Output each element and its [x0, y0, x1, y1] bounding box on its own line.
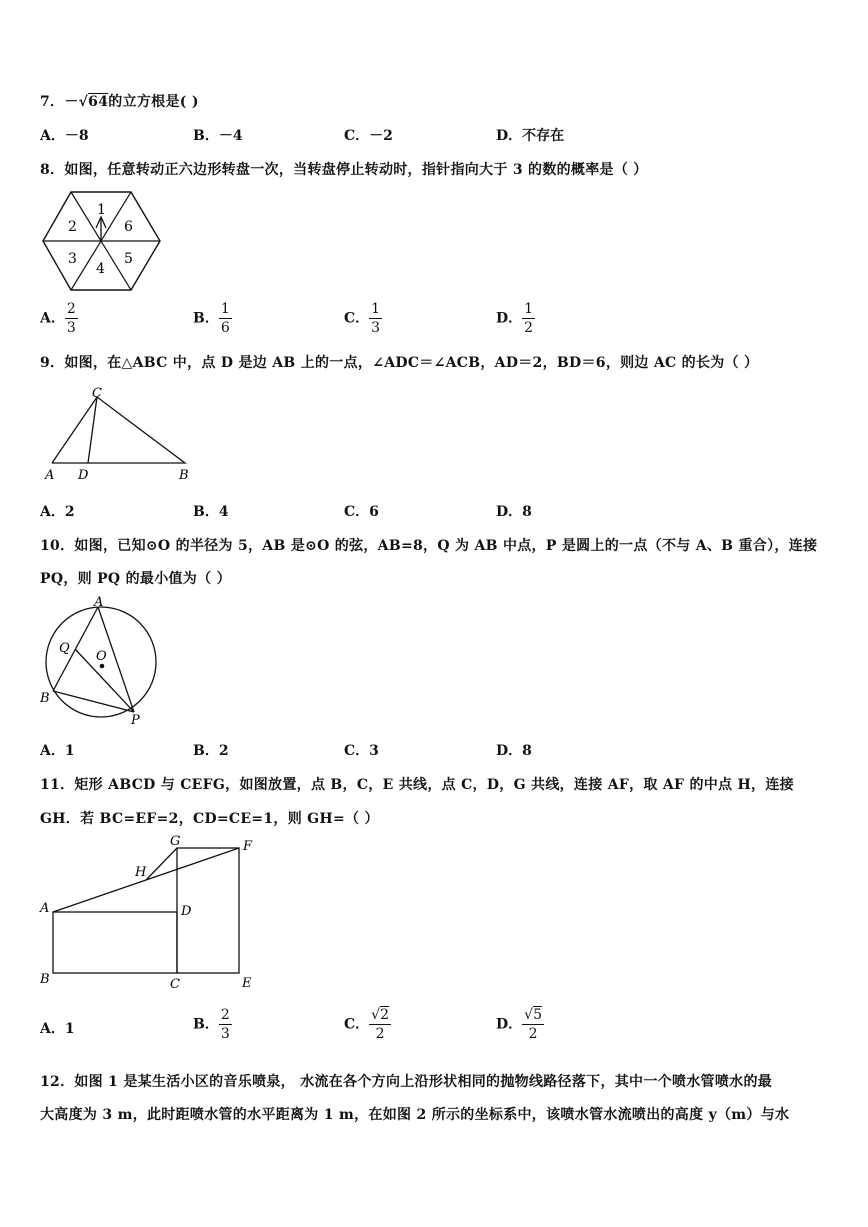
- question-10-stem-line2: PQ，则 PQ 的最小值为（ ）: [40, 571, 231, 587]
- point-label-o: O: [96, 649, 107, 664]
- option-a[interactable]: A．1: [40, 1021, 75, 1037]
- point-label-d: D: [181, 904, 192, 919]
- question-7-stem: [40, 91, 199, 111]
- hex-label: 4: [96, 261, 105, 277]
- option-c[interactable]: C．－2: [344, 128, 393, 144]
- point-label-c: C: [170, 977, 180, 992]
- hexagon-spinner-figure: [40, 186, 166, 296]
- option-d[interactable]: D．不存在: [496, 128, 565, 144]
- option-d[interactable]: D． $\frac{1}{2}$: [496, 301, 534, 336]
- point-label-d: D: [78, 468, 89, 483]
- option-d[interactable]: D．8: [496, 743, 532, 759]
- question-11-stem-line1: 11．矩形 ABCD 与 CEFG，如图放置，点 B，C，E 共线，点 C，D，G 共线，连接 AF，取 AF 的中点 H，连接: [40, 777, 794, 793]
- option-a[interactable]: A． $\frac{2}{3}$: [40, 301, 76, 336]
- point-label-a: A: [94, 595, 104, 610]
- option-d[interactable]: D． $\frac{√5}{2}$: [496, 1007, 542, 1042]
- point-label-f: F: [243, 839, 253, 854]
- point-label-q: Q: [59, 641, 70, 656]
- option-a[interactable]: A．1: [40, 743, 75, 759]
- option-b[interactable]: B． $\frac{2}{3}$: [193, 1007, 230, 1042]
- question-8-stem: 8．如图，任意转动正六边形转盘一次，当转盘停止转动时，指针指向大于 3 的数的概率是（ ）: [40, 162, 648, 178]
- point-label-b: B: [40, 691, 50, 706]
- option-d[interactable]: D．8: [496, 504, 532, 520]
- point-label-a: A: [45, 468, 55, 483]
- point-label-b: B: [40, 972, 50, 987]
- question-12-stem-line1: 12．如图 1 是某生活小区的音乐喷泉， 水流在各个方向上沿形状相同的抛物线路径落下，其中一个喷水管喷水的最: [40, 1074, 773, 1090]
- rectangles-figure: [36, 830, 264, 994]
- point-label-a: A: [40, 901, 50, 916]
- question-12-stem-line2: 大高度为 3 m，此时距喷水管的水平距离为 1 m，在如图 2 所示的坐标系中，该喷水管水流喷出的高度 y（m）与水: [40, 1107, 790, 1123]
- question-text: 的立方根是( ): [108, 94, 199, 110]
- option-a[interactable]: A．2: [40, 504, 75, 520]
- point-label-g: G: [170, 834, 181, 849]
- sqrt-symbol-icon: √: [524, 1007, 534, 1023]
- option-b[interactable]: B．－4: [193, 128, 243, 144]
- option-c[interactable]: C． $\frac{√2}{2}$: [344, 1007, 389, 1042]
- point-label-b: B: [179, 468, 189, 483]
- hex-label: 1: [97, 202, 106, 218]
- point-label-c: C: [92, 386, 102, 401]
- radicand: 64: [88, 94, 109, 110]
- option-b[interactable]: B．2: [193, 743, 229, 759]
- circle-o-figure: [36, 594, 166, 728]
- sqrt-symbol-icon: √: [371, 1007, 381, 1023]
- hex-label: 2: [68, 219, 77, 235]
- option-b[interactable]: B．4: [193, 504, 229, 520]
- option-b[interactable]: B． $\frac{1}{6}$: [193, 301, 230, 336]
- triangle-abc-figure: [40, 385, 200, 485]
- option-c[interactable]: C．6: [344, 504, 379, 520]
- point-label-e: E: [242, 976, 252, 991]
- option-a[interactable]: A．－8: [40, 128, 89, 144]
- hex-label: 6: [124, 219, 133, 235]
- question-10-stem-line1: 10．如图，已知⊙O 的半径为 5，AB 是⊙O 的弦，AB=8，Q 为 AB 中点，P 是圆上的一点（不与 A、B 重合），连接: [40, 538, 818, 554]
- point-label-p: P: [131, 713, 140, 728]
- option-c[interactable]: C．3: [344, 743, 379, 759]
- sqrt-symbol-icon: √: [78, 94, 89, 110]
- option-c[interactable]: C． $\frac{1}{3}$: [344, 301, 381, 336]
- minus-sign: －: [64, 94, 79, 110]
- point-label-h: H: [135, 865, 147, 880]
- hex-label: 3: [68, 251, 77, 267]
- question-number: 7．: [40, 94, 65, 110]
- question-9-stem: 9．如图，在△ABC 中，点 D 是边 AB 上的一点，∠ADC＝∠ACB，AD＝2，BD＝6，则边 AC 的长为（ ）: [40, 355, 759, 371]
- question-11-stem-line2: GH．若 BC=EF=2，CD=CE=1，则 GH=（ ）: [40, 811, 379, 827]
- hex-label: 5: [124, 251, 133, 267]
